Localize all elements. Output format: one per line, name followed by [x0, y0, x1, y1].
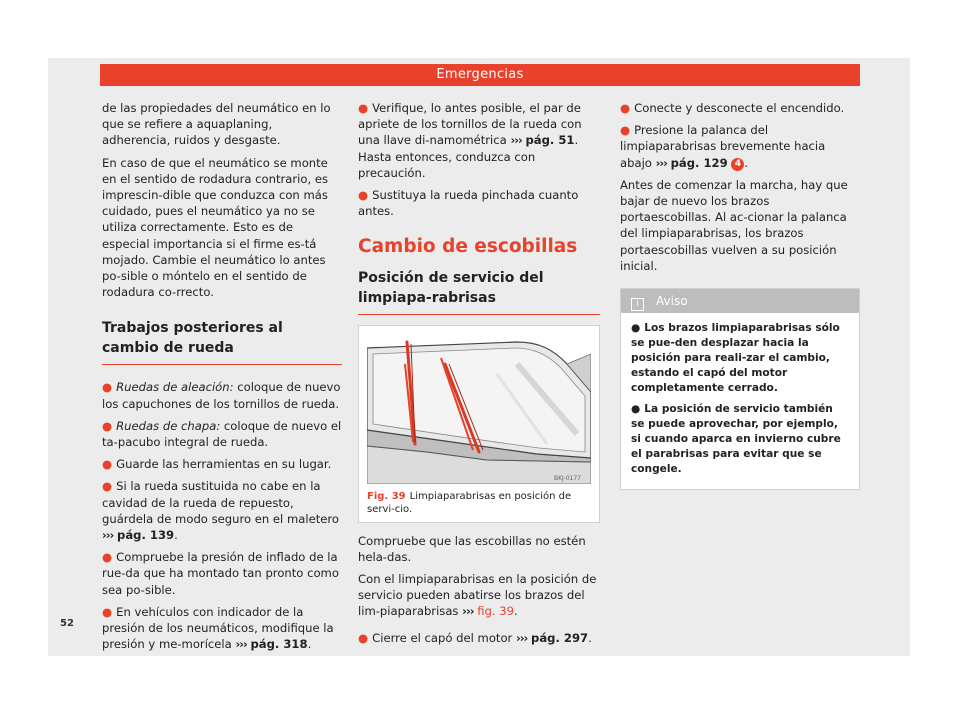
- bullet-icon: ●: [102, 380, 113, 395]
- arrow-icon: ›››: [516, 630, 528, 645]
- figure-reference-link[interactable]: fig. 39: [477, 604, 514, 619]
- bullet-text: La posición de servicio también se puede aprovechar, por ejemplo, si cuando aparca en invierno cubre el parabrisas para evitar que se congele.: [631, 403, 841, 476]
- page-reference-link[interactable]: pág. 129: [670, 155, 728, 170]
- list-item: ● Cierre el capó del motor ››› pág. 297.: [358, 630, 592, 645]
- arrow-icon: ›››: [462, 604, 474, 619]
- list-item: [102, 456, 342, 472]
- bullet-icon: ●: [102, 479, 113, 494]
- bullet-text: En vehículos con indicador de la presión de los neumáticos, modifique la presión y me-morícela: [102, 604, 334, 652]
- notice-body: [621, 313, 859, 489]
- paragraph: Antes de comenzar la marcha, hay que bajar de nuevo los brazos portaescobillas. Al ac-cionar la palanca del limpiaparabrisas, los brazos portaescobillas vuelven a su posición inicial.: [620, 177, 848, 273]
- bullet-icon: ●: [358, 101, 369, 115]
- list-item: [631, 402, 849, 477]
- list-item: [358, 187, 600, 219]
- paragraph: En caso de que el neumático se monte en el sentido de rodadura contrario, es imprescin-dible que conduzca con más cuidado, pues el neumático ya no se utiliza correctamente. Esto es de especial importancia si el firme es-tá mojado. Cambie el neumático lo antes po-sible o móntelo en el sentido de rodadura co-rrecto.: [102, 155, 328, 300]
- section-title: Cambio de escobillas: [358, 236, 578, 258]
- bullet-text: Los brazos limpiaparabrisas sólo se pue-den desplazar hacia la posición para reali-zar el cambio, estando el capó del motor completamente cerrado.: [631, 322, 840, 395]
- bullet-icon: ●: [631, 403, 641, 416]
- bullet-icon: ●: [102, 418, 113, 433]
- column-right: [620, 100, 860, 490]
- bullet-icon: ●: [102, 604, 113, 619]
- arrow-icon: ›››: [235, 637, 247, 652]
- bullet-text: coloque de nuevo los capuchones de los tornillos de rueda.: [102, 380, 341, 411]
- bullet-icon: ●: [631, 322, 641, 335]
- bullet-text: . Hasta entonces, conduzca con precaución.: [358, 133, 579, 180]
- bullet-text: coloque de nuevo el ta-pacubo integral de rueda.: [102, 418, 342, 450]
- notice-box: [620, 288, 860, 490]
- bullet-text: Verifique, lo antes posible, el par de apriete de los tornillos de la rueda con una llave di-namométrica: [358, 101, 582, 148]
- bullet-icon: ●: [102, 550, 113, 565]
- page-reference-link[interactable]: pág. 318: [250, 637, 308, 652]
- arrow-icon: ›››: [510, 133, 522, 148]
- list-item: [620, 100, 860, 116]
- column-left: [102, 100, 342, 658]
- bullet-icon: ●: [620, 101, 631, 115]
- arrow-icon: ›››: [102, 528, 114, 543]
- windshield-illustration: [367, 334, 591, 484]
- list-item: ● En vehículos con indicador de la presión de los neumáticos, modifique la presión y me-morícela ››› pág. 318.: [102, 604, 334, 652]
- notice-title: Aviso: [656, 294, 688, 309]
- bullet-text: Guarde las herramientas en su lugar.: [116, 457, 332, 472]
- figure-code: BKJ-0177: [553, 474, 581, 482]
- list-item: [358, 100, 600, 181]
- figure-39: [358, 325, 600, 523]
- page-number: 52: [60, 618, 74, 629]
- warning-number-badge: 4: [731, 158, 744, 171]
- list-item: ● Si la rueda sustituida no cabe en la cavidad de la rueda de repuesto, guárdela de modo seguro en el maletero ››› pág. 139.: [102, 479, 339, 543]
- bullet-text: Si la rueda sustituida no cabe en la cavidad de la rueda de repuesto, guárdela de modo seguro en el maletero: [102, 479, 339, 526]
- bullet-text: Sustituya la rueda pinchada cuanto antes.: [358, 188, 579, 219]
- paragraph: de las propiedades del neumático en lo que se refiere a aquaplaning, adherencia, ruidos y desgaste.: [102, 101, 331, 148]
- caption-text: Limpiaparabrisas en posición de servi-cio.: [367, 490, 572, 515]
- notice-header: [621, 289, 859, 313]
- paragraph-text: Con el limpiaparabrisas en la posición de servicio pueden abatirse los brazos del lim-piaparabrisas: [358, 572, 597, 619]
- list-item: [102, 418, 342, 450]
- page-reference-link[interactable]: pág. 139: [117, 528, 175, 543]
- bullet-text: Conecte y desconecte el encendido.: [634, 101, 845, 115]
- paragraph: Compruebe que las escobillas no estén hela-das.: [358, 533, 586, 564]
- bullet-icon: ●: [358, 188, 369, 203]
- subheading-trabajos: Trabajos posteriores al cambio de rueda: [102, 318, 342, 365]
- chapter-header: Emergencias: [100, 64, 860, 86]
- bullet-text: Presione la palanca del limpiaparabrisas brevemente hacia abajo: [620, 123, 826, 170]
- bullet-text: Compruebe la presión de inflado de la rue-da que ha montado tan pronto como sea po-sible.: [102, 550, 339, 597]
- list-item: [102, 549, 342, 598]
- bullet-icon: ●: [102, 457, 113, 472]
- subheading-posicion: Posición de servicio del limpiapa-rabrisas: [358, 268, 600, 315]
- info-icon: i: [631, 298, 644, 311]
- paragraph: Con el limpiaparabrisas en la posición de servicio pueden abatirse los brazos del lim-piaparabrisas ››› fig. 39.: [358, 572, 597, 619]
- bullet-label: Ruedas de chapa:: [116, 418, 221, 433]
- arrow-icon: ›››: [655, 155, 667, 170]
- page-reference-link[interactable]: pág. 297: [531, 630, 589, 645]
- figure-label: Fig. 39: [367, 490, 406, 502]
- bullet-icon: ●: [620, 123, 631, 138]
- list-item: [631, 321, 849, 396]
- page-reference-link[interactable]: pág. 51: [525, 133, 575, 148]
- list-item: [102, 379, 342, 411]
- bullet-text: Cierre el capó del motor: [372, 630, 516, 645]
- column-middle: [358, 100, 600, 652]
- list-item: ● Presione la palanca del limpiaparabrisas brevemente hacia abajo ››› pág. 129 4 .: [620, 123, 826, 170]
- bullet-label: Ruedas de aleación:: [116, 380, 234, 395]
- bullet-icon: ●: [358, 630, 369, 645]
- figure-caption: [367, 490, 591, 516]
